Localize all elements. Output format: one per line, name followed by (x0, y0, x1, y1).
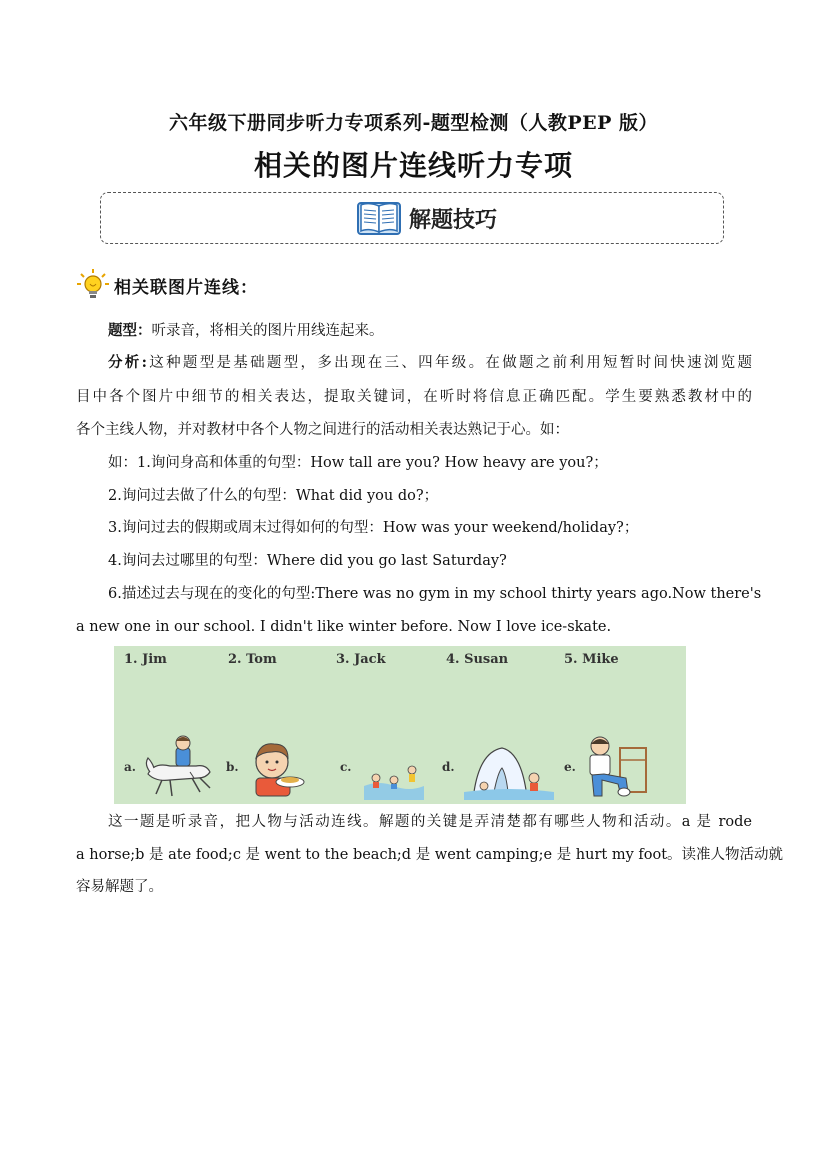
figure-letter-b: b. (226, 760, 239, 774)
example-4: 4.询问去过哪里的句型：Where did you go last Saturday? (108, 553, 507, 569)
conclusion-line-3: 容易解题了。 (76, 879, 163, 895)
analysis-line-3: 各个主线人物，并对教材中各个人物之间进行的活动相关表达熟记于心。如： (76, 422, 569, 438)
type-text: 听录音，将相关的图片用线连起来。 (151, 323, 384, 339)
figure-letter-e: e. (564, 760, 576, 774)
conclusion-line-1: 这一题是听录音，把人物与活动连线。解题的关键是弄清楚都有哪些人物和活动。a 是 rode (108, 814, 752, 830)
kids-at-beach-picture (364, 756, 424, 800)
analysis-text-1: 这种题型是基础题型，多出现在三、四年级。在做题之前利用短暂时间快速浏览题 (146, 355, 752, 371)
figure-letter-a: a. (124, 760, 136, 774)
analysis-line-2: 目中各个图片中细节的相关表达，提取关键词，在听时将信息正确匹配。学生要熟悉教材中的 (76, 389, 752, 405)
type-line (108, 321, 752, 341)
figure-name-5: 5. Mike (564, 652, 619, 667)
boy-eating-food-picture (242, 738, 318, 800)
book-icon (357, 200, 401, 236)
analysis-label: 分析: (108, 354, 147, 371)
example-6-line-1: 6.描述过去与现在的变化的句型:There was no gym in my school thirty years ago.Now there's (108, 586, 762, 602)
example-1: 如：1.询问身高和体重的句型：How tall are you? How heavy are you?； (108, 455, 608, 471)
boy-riding-horse-picture (140, 734, 220, 800)
type-label: 题型： (108, 322, 152, 339)
analysis-line-1 (108, 353, 752, 373)
document-title: 相关的图片连线听力专项 (253, 149, 573, 182)
figure-name-2: 2. Tom (228, 652, 277, 667)
figure-name-3: 3. Jack (336, 652, 386, 667)
example-3: 3.询问过去的假期或周末过得如何的句型：How was your weekend/holiday?； (108, 520, 639, 536)
matching-figure (114, 646, 686, 804)
conclusion-line-2: a horse;b 是 ate food;c 是 went to the beach;d 是 went camping;e 是 hurt my foot。读准人物活动就 (76, 847, 784, 863)
camping-tent-picture (464, 742, 554, 800)
lightbulb-icon (76, 268, 110, 302)
boy-hurt-foot-picture (580, 734, 650, 800)
document-subtitle: 六年级下册同步听力专项系列-题型检测（人教PEP 版） (168, 112, 659, 134)
example-2: 2.询问过去做了什么的句型：What did you do?； (108, 488, 439, 504)
figure-name-1: 1. Jim (124, 652, 167, 667)
tips-banner (100, 192, 724, 244)
figure-letter-d: d. (442, 760, 455, 774)
section-heading (76, 268, 258, 302)
figure-name-4: 4. Susan (446, 652, 509, 667)
figure-letter-c: c. (340, 760, 352, 774)
section-heading-label: 相关联图片连线： (114, 277, 258, 298)
banner-label: 解题技巧 (409, 206, 498, 233)
example-6-line-2: a new one in our school. I didn't like winter before. Now I love ice-skate. (76, 619, 612, 635)
